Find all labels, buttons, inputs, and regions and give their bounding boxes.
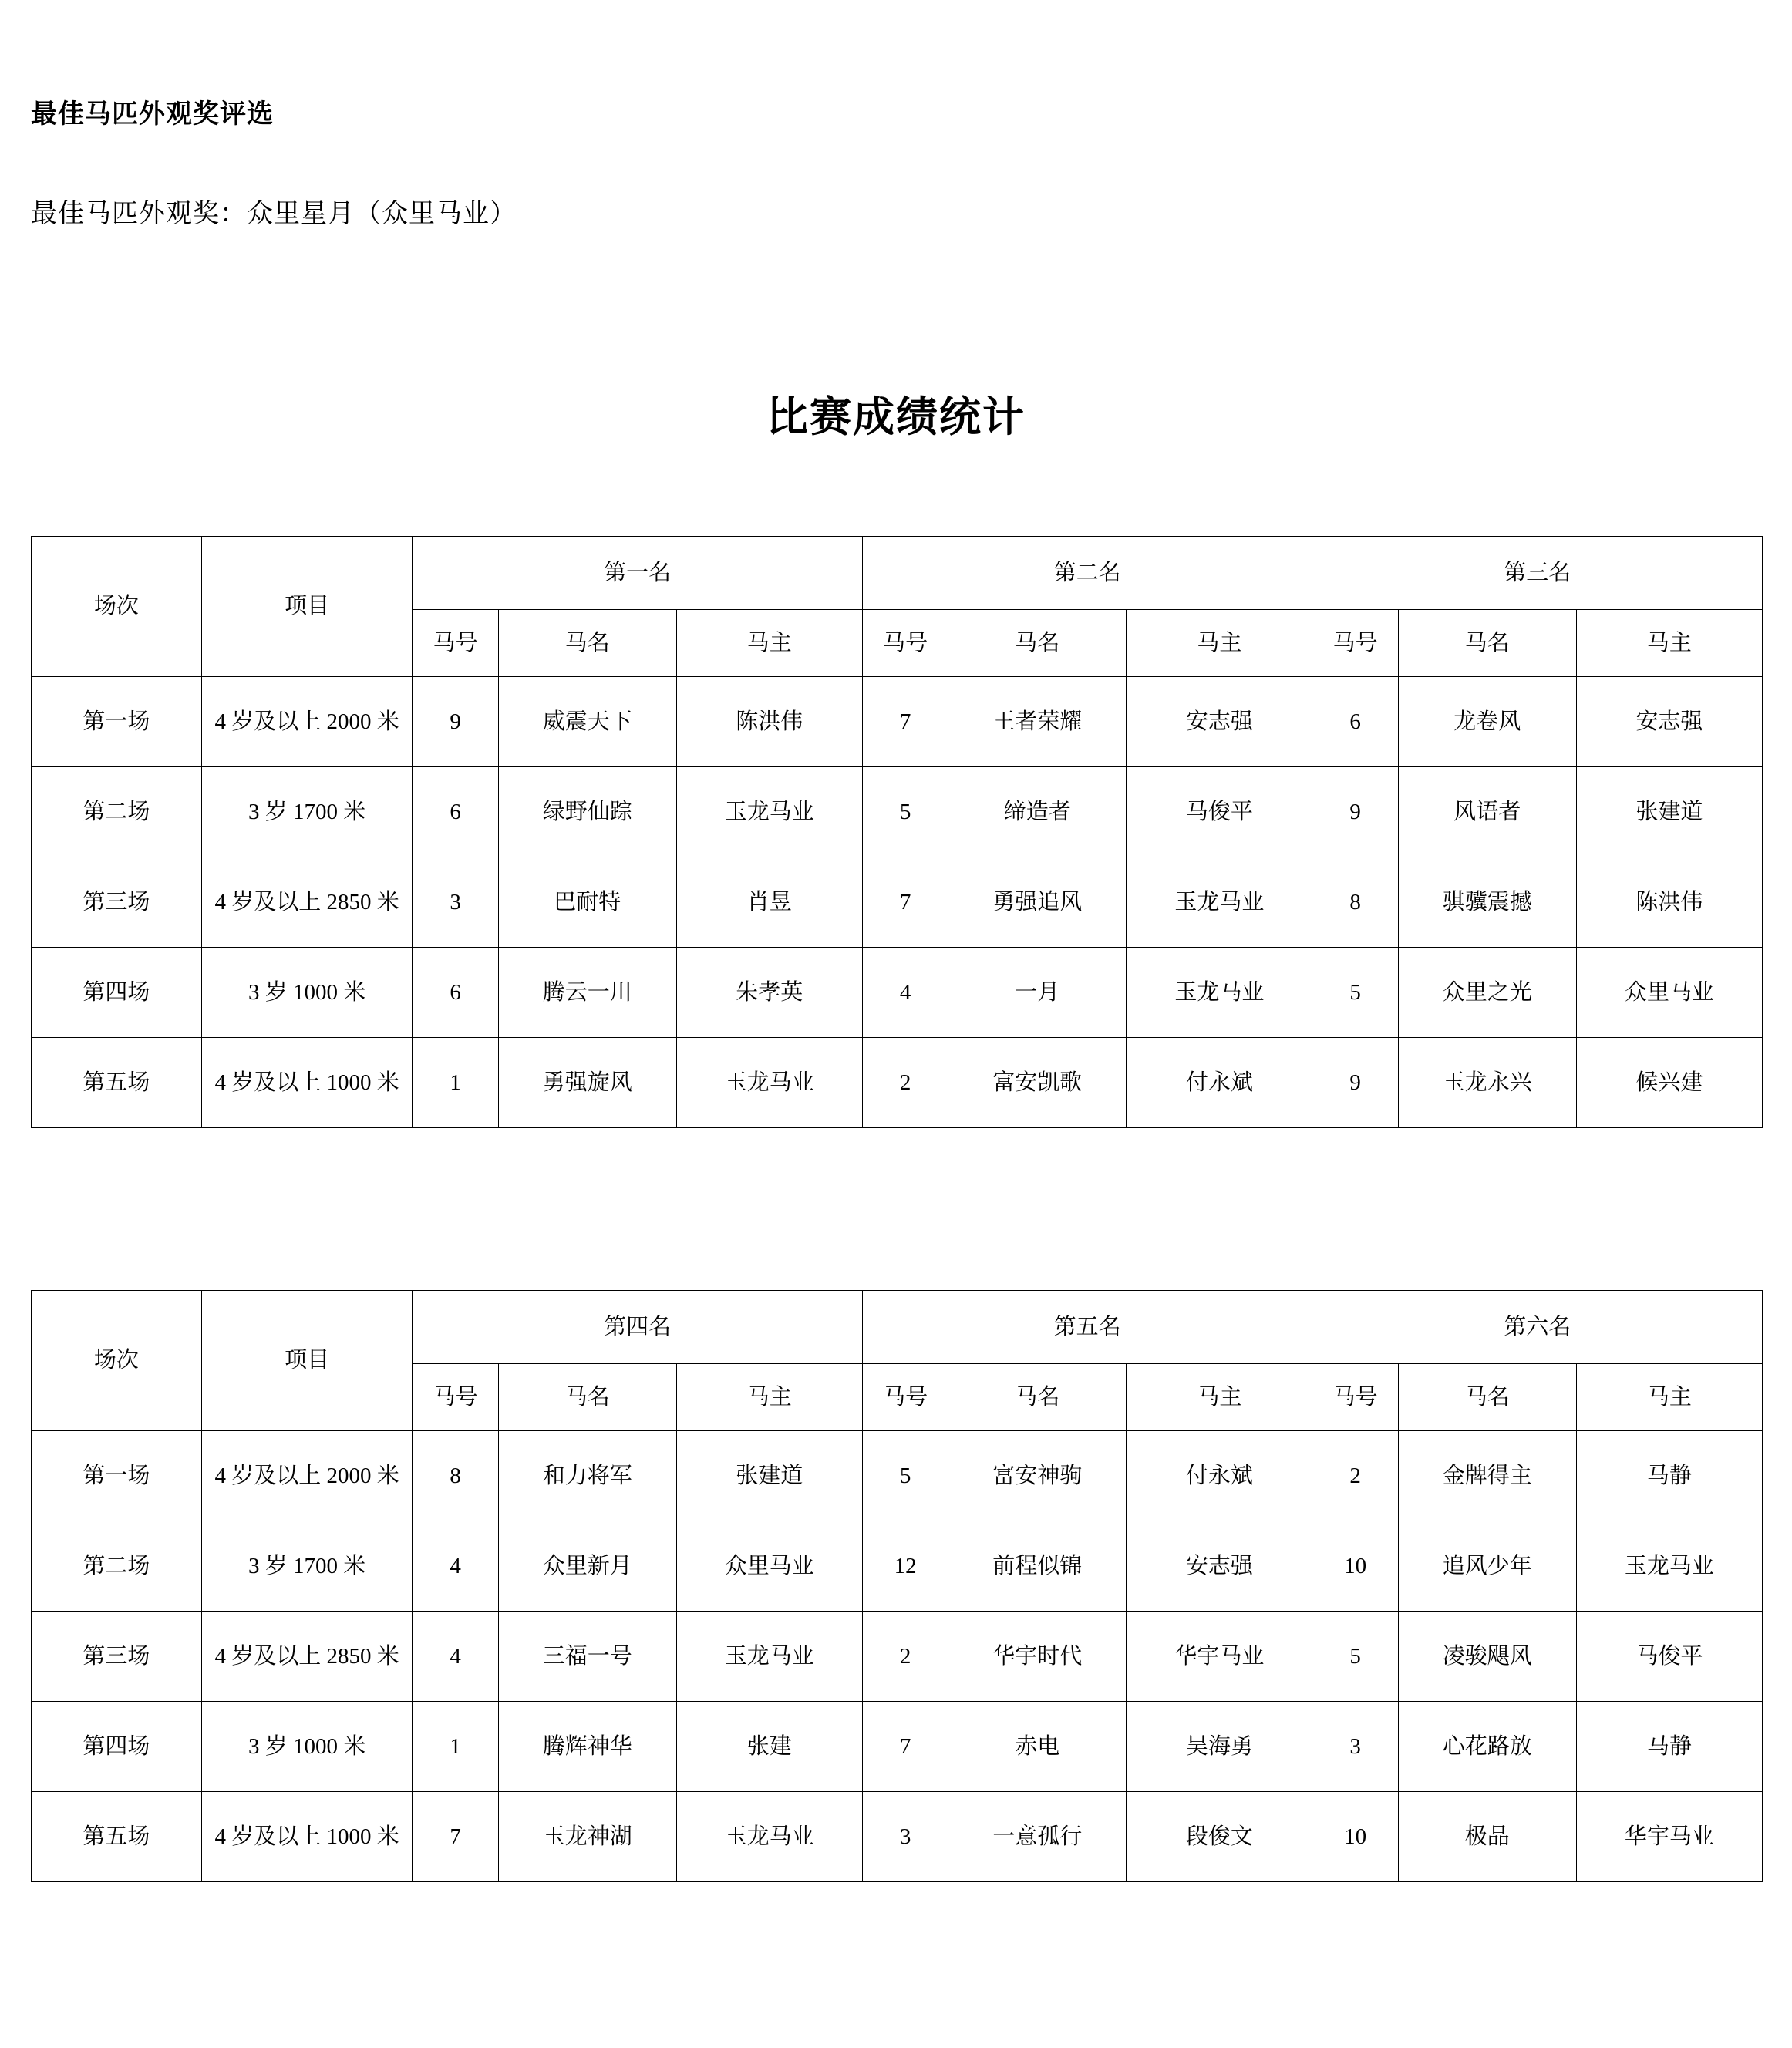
cell-value: 威震天下 [498,677,676,767]
cell-value: 风语者 [1398,767,1576,857]
cell-value: 马静 [1576,1431,1762,1521]
cell-value: 腾辉神华 [498,1702,676,1792]
table-row [32,1038,1763,1128]
cell-value: 候兴建 [1576,1038,1762,1128]
cell-value: 和力将军 [498,1431,676,1521]
cell-value: 8 [1312,857,1398,948]
header-horse-number: 马号 [862,1364,948,1431]
header-group-5: 第五名 [862,1291,1312,1364]
cell-value: 缔造者 [948,767,1127,857]
header-horse-name: 马名 [1398,1364,1576,1431]
cell-value: 赤电 [948,1702,1127,1792]
cell-value: 吴海勇 [1127,1702,1312,1792]
cell-value: 5 [862,1431,948,1521]
cell-value: 朱孝英 [676,948,862,1038]
header-horse-number: 马号 [1312,1364,1398,1431]
page-title: 比赛成绩统计 [766,394,1026,440]
header-round: 场次 [32,1291,202,1431]
table-row [32,857,1763,948]
cell-value: 5 [1312,948,1398,1038]
table-row [32,1431,1763,1521]
table-row [32,677,1763,767]
cell-round: 第三场 [32,857,202,948]
cell-value: 玉龙马业 [676,1612,862,1702]
header-horse-owner: 马主 [1576,610,1762,677]
cell-value: 众里新月 [498,1521,676,1612]
header-horse-owner: 马主 [676,1364,862,1431]
cell-event: 4 岁及以上 2850 米 [201,1612,413,1702]
cell-value: 陈洪伟 [676,677,862,767]
cell-value: 马俊平 [1576,1612,1762,1702]
header-horse-number: 马号 [862,610,948,677]
cell-value: 马静 [1576,1702,1762,1792]
cell-value: 玉龙马业 [1127,948,1312,1038]
header-horse-number: 马号 [1312,610,1398,677]
cell-round: 第四场 [32,1702,202,1792]
cell-event: 3 岁 1700 米 [201,767,413,857]
cell-value: 巴耐特 [498,857,676,948]
header-horse-name: 马名 [948,610,1127,677]
cell-value: 3 [1312,1702,1398,1792]
cell-value: 陈洪伟 [1576,857,1762,948]
header-horse-owner: 马主 [1576,1364,1762,1431]
cell-value: 张建道 [676,1431,862,1521]
cell-value: 5 [862,767,948,857]
cell-event: 4 岁及以上 2850 米 [201,857,413,948]
cell-value: 7 [862,677,948,767]
cell-value: 1 [413,1038,498,1128]
cell-event: 3 岁 1700 米 [201,1521,413,1612]
table-header-group-row [32,537,1763,610]
header-horse-name: 马名 [498,1364,676,1431]
cell-value: 7 [862,857,948,948]
cell-value: 12 [862,1521,948,1612]
cell-value: 金牌得主 [1398,1431,1576,1521]
cell-value: 华宇马业 [1576,1792,1762,1882]
header-group-1: 第一名 [413,537,863,610]
cell-value: 华宇马业 [1127,1612,1312,1702]
cell-value: 极品 [1398,1792,1576,1882]
cell-value: 段俊文 [1127,1792,1312,1882]
header-group-2: 第二名 [862,537,1312,610]
cell-value: 付永斌 [1127,1431,1312,1521]
cell-value: 张建道 [1576,767,1762,857]
cell-value: 玉龙马业 [1127,857,1312,948]
cell-value: 三福一号 [498,1612,676,1702]
cell-value: 众里马业 [1576,948,1762,1038]
cell-value: 玉龙神湖 [498,1792,676,1882]
cell-value: 4 [413,1521,498,1612]
cell-round: 第三场 [32,1612,202,1702]
cell-value: 6 [1312,677,1398,767]
table-row [32,948,1763,1038]
cell-value: 付永斌 [1127,1038,1312,1128]
cell-value: 众里之光 [1398,948,1576,1038]
results-table-4to6 [31,1290,1763,1882]
header-horse-owner: 马主 [676,610,862,677]
award-heading: 最佳马匹外观奖评选 [31,100,274,129]
cell-value: 4 [862,948,948,1038]
cell-value: 9 [1312,767,1398,857]
cell-value: 一意孤行 [948,1792,1127,1882]
cell-value: 9 [1312,1038,1398,1128]
cell-value: 肖昱 [676,857,862,948]
table-header-group-row [32,1291,1763,1364]
header-horse-name: 马名 [498,610,676,677]
cell-value: 2 [1312,1431,1398,1521]
cell-value: 众里马业 [676,1521,862,1612]
cell-round: 第四场 [32,948,202,1038]
cell-event: 4 岁及以上 2000 米 [201,1431,413,1521]
cell-event: 4 岁及以上 2000 米 [201,677,413,767]
cell-value: 2 [862,1612,948,1702]
header-horse-name: 马名 [948,1364,1127,1431]
table-row [32,1521,1763,1612]
cell-value: 7 [413,1792,498,1882]
cell-value: 安志强 [1127,1521,1312,1612]
cell-value: 4 [413,1612,498,1702]
cell-value: 9 [413,677,498,767]
cell-value: 玉龙马业 [676,1038,862,1128]
cell-value: 玉龙马业 [676,767,862,857]
header-group-3: 第三名 [1312,537,1763,610]
cell-round: 第一场 [32,1431,202,1521]
table-row [32,1612,1763,1702]
header-horse-owner: 马主 [1127,1364,1312,1431]
cell-round: 第一场 [32,677,202,767]
header-group-6: 第六名 [1312,1291,1763,1364]
cell-event: 4 岁及以上 1000 米 [201,1792,413,1882]
cell-value: 勇强旋风 [498,1038,676,1128]
cell-round: 第二场 [32,1521,202,1612]
header-event: 项目 [201,1291,413,1431]
cell-value: 一月 [948,948,1127,1038]
cell-round: 第五场 [32,1792,202,1882]
cell-value: 玉龙马业 [676,1792,862,1882]
cell-value: 5 [1312,1612,1398,1702]
cell-value: 王者荣耀 [948,677,1127,767]
table-row [32,767,1763,857]
cell-value: 前程似锦 [948,1521,1127,1612]
award-winner-line: 最佳马匹外观奖：众里星月（众里马业） [31,200,517,228]
header-round: 场次 [32,537,202,677]
cell-value: 富安神驹 [948,1431,1127,1521]
header-event: 项目 [201,537,413,677]
cell-value: 绿野仙踪 [498,767,676,857]
cell-value: 10 [1312,1792,1398,1882]
cell-value: 安志强 [1576,677,1762,767]
cell-value: 凌骏飓风 [1398,1612,1576,1702]
cell-value: 10 [1312,1521,1398,1612]
cell-event: 3 岁 1000 米 [201,948,413,1038]
header-horse-number: 马号 [413,1364,498,1431]
cell-value: 3 [413,857,498,948]
results-table-top3 [31,536,1763,1128]
cell-value: 7 [862,1702,948,1792]
cell-value: 玉龙马业 [1576,1521,1762,1612]
cell-value: 龙卷风 [1398,677,1576,767]
cell-value: 张建 [676,1702,862,1792]
cell-value: 勇强追风 [948,857,1127,948]
header-group-4: 第四名 [413,1291,863,1364]
cell-value: 心花路放 [1398,1702,1576,1792]
cell-round: 第二场 [32,767,202,857]
table-row [32,1702,1763,1792]
cell-value: 安志强 [1127,677,1312,767]
header-horse-number: 马号 [413,610,498,677]
cell-event: 4 岁及以上 1000 米 [201,1038,413,1128]
cell-value: 8 [413,1431,498,1521]
cell-value: 3 [862,1792,948,1882]
header-horse-name: 马名 [1398,610,1576,677]
cell-value: 6 [413,767,498,857]
cell-value: 1 [413,1702,498,1792]
cell-value: 骐骥震撼 [1398,857,1576,948]
header-horse-owner: 马主 [1127,610,1312,677]
cell-value: 腾云一川 [498,948,676,1038]
cell-value: 玉龙永兴 [1398,1038,1576,1128]
cell-value: 华宇时代 [948,1612,1127,1702]
cell-event: 3 岁 1000 米 [201,1702,413,1792]
cell-value: 追风少年 [1398,1521,1576,1612]
cell-round: 第五场 [32,1038,202,1128]
table-row [32,1792,1763,1882]
cell-value: 6 [413,948,498,1038]
cell-value: 2 [862,1038,948,1128]
cell-value: 富安凯歌 [948,1038,1127,1128]
cell-value: 马俊平 [1127,767,1312,857]
